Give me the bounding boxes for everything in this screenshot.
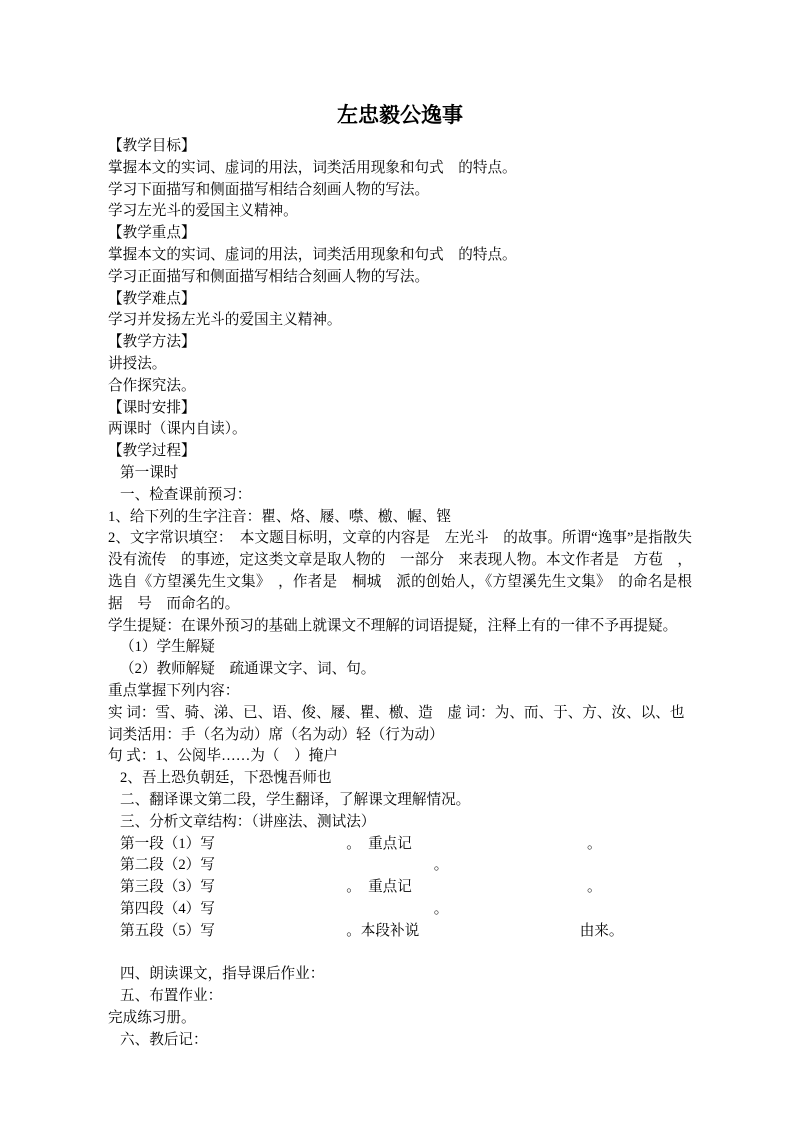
section-heading-objectives: 【教学目标】 [108,138,196,154]
doc-paragraph: 2、文字常识填空： 本文题目标明，文章的内容是 左光斗 的故事。所谓“逸事”是指散失没有流传 的事迹，定这类文章是取人物的 一部分 来表现人物。本文作者是 方苞 ，选自《方望溪先生文集》 ，作者是 桐城 派的创始人，《方望溪先生文集》 的命名是根据 号 而命名的。 [108,530,692,612]
doc-line: 学习左光斗的爱国主义精神。 [108,203,298,220]
doc-line: 讲授法。 [108,355,167,372]
doc-line: 四、朗读课文，指导课后作业： [120,966,325,983]
fill-blank-line: 第二段（2）写 。 [120,857,449,874]
doc-line: 1、给下列的生字注音：瞿、烙、屦、噤、檄、幄、铿 [108,508,451,525]
doc-line: 第一课时 [120,464,179,481]
doc-line: 五、布置作业： [120,988,223,1005]
doc-line: 学习并发扬左光斗的爱国主义精神。 [108,312,342,329]
doc-line: 学习下面描写和侧面描写相结合刻画人物的写法。 [108,181,430,198]
section-heading-methods: 【教学方法】 [108,334,196,351]
doc-title: 左忠毅公逸事 [337,103,463,127]
doc-line: 词类活用：手（名为动）席（名为动）轻（行为动） [108,726,444,743]
doc-line: 掌握本文的实词、虚词的用法，词类活用现象和句式 的特点。 [108,159,517,176]
fill-blank-line: 第一段（1）写 。 重点记 。 [120,835,602,852]
fill-blank-line: 第三段（3）写 。 重点记 。 [120,879,602,896]
doc-line: （2）教师解疑 疏通课文字、词、句。 [120,661,376,678]
fill-blank-line: 第五段（5）写 。本段补说 由来。 [120,922,624,939]
blank-line [108,942,692,964]
section-heading-key-points: 【教学重点】 [108,225,196,242]
doc-line: 2、吾上恐负朝廷，下恐愧吾师也 [120,770,332,787]
doc-line: 合作探究法。 [108,377,196,394]
doc-line: 重点掌握下列内容： [108,682,240,699]
section-heading-schedule: 【课时安排】 [108,399,196,416]
doc-line: （1）学生解疑 [120,639,215,656]
doc-line: 一、检查课前预习： [120,486,252,503]
doc-line: 句 式：1、公阅毕……为（ ）掩户 [108,748,338,765]
doc-line: 学生提疑：在课外预习的基础上就课文不理解的词语提疑，注释上有的一律不予再提疑。 [108,617,678,634]
doc-line: 二、翻译课文第二段，学生翻译，了解课文理解情况。 [120,791,471,808]
doc-line: 完成练习册。 [108,1009,196,1026]
doc-line: 三、分析文章结构：（讲座法、测试法） [120,813,376,830]
doc-line: 掌握本文的实词、虚词的用法，词类活用现象和句式 的特点。 [108,246,517,263]
doc-line: 六、教后记： [120,1031,208,1048]
section-heading-process: 【教学过程】 [108,443,196,460]
doc-line: 实 词：雪、骑、涕、已、语、俊、屦、瞿、檄、造 虚 词：为、而、于、方、汝、以、也 [108,704,685,721]
section-heading-difficulties: 【教学难点】 [108,290,196,307]
doc-line: 学习正面描写和侧面描写相结合刻画人物的写法。 [108,268,430,285]
doc-line: 两课时（课内自读）。 [108,421,247,438]
fill-blank-line: 第四段（4）写 。 [120,900,449,917]
